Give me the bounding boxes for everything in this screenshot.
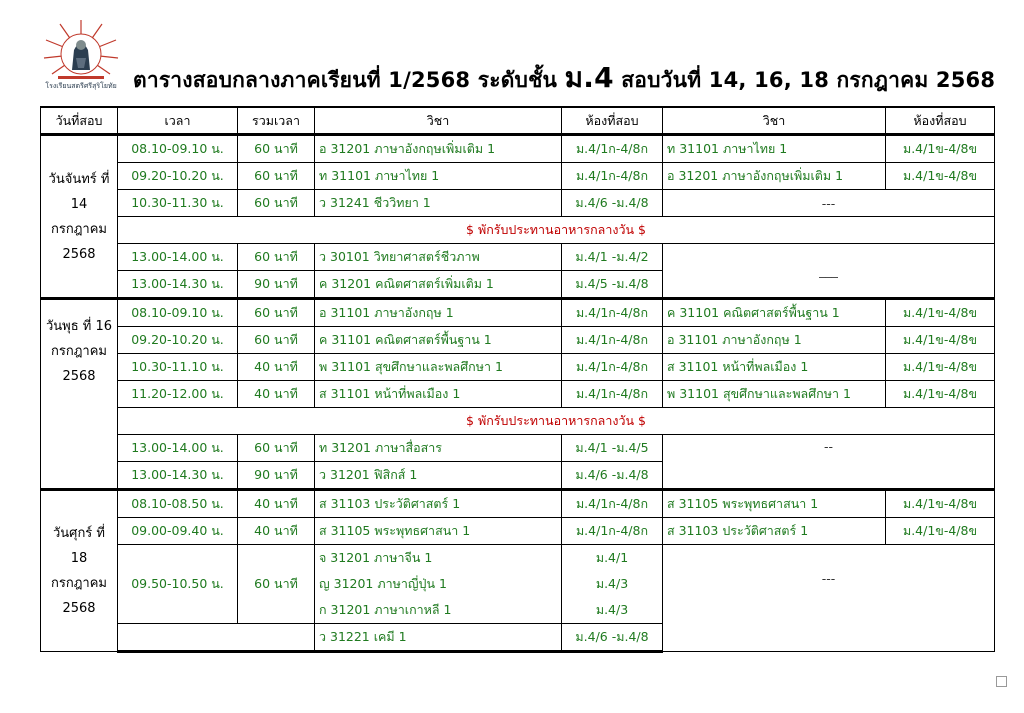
subject-cell: อ 31201 ภาษาอังกฤษเพิ่มเติม 1	[663, 163, 886, 190]
table-row	[41, 490, 995, 518]
room-cell: ม.4/1ข-4/8ข	[886, 490, 995, 518]
table-row	[41, 545, 995, 572]
subject-cell: อ 31101 ภาษาอังกฤษ 1	[315, 299, 562, 327]
blank-cell	[238, 624, 315, 652]
room-cell: ม.4/1ข-4/8ข	[886, 135, 995, 163]
lunch-break-row	[41, 408, 995, 435]
subject-cell: ส 31103 ประวัติศาสตร์ 1	[663, 518, 886, 545]
col-header-room-b: ห้องที่สอบ	[886, 107, 995, 135]
day-group-friday	[41, 490, 995, 652]
day-label: วันพุธ ที่ 16 กรกฎาคม 2568	[41, 299, 118, 490]
col-header-room-a: ห้องที่สอบ	[562, 107, 663, 135]
table-row	[41, 435, 995, 462]
room-cell: ม.4/5 -ม.4/8	[562, 271, 663, 299]
room-cell: ม.4/1ข-4/8ข	[886, 381, 995, 408]
table-row	[41, 190, 995, 217]
time-cell: 09.00-09.40 น.	[118, 518, 238, 545]
room-cell: ม.4/1ข-4/8ข	[886, 518, 995, 545]
subject-cell: ส 31101 หน้าที่พลเมือง 1	[663, 354, 886, 381]
room-cell: ม.4/1ก-4/8ก	[562, 518, 663, 545]
subject-cell: ส 31105 พระพุทธศาสนา 1	[663, 490, 886, 518]
time-cell: 13.00-14.30 น.	[118, 462, 238, 490]
time-cell: 13.00-14.00 น.	[118, 435, 238, 462]
table-header-row	[41, 107, 995, 135]
room-cell: ม.4/1ก-4/8ก	[562, 163, 663, 190]
room-cell: ม.4/1ข-4/8ข	[886, 299, 995, 327]
table-row	[41, 163, 995, 190]
subject-cell: ส 31101 หน้าที่พลเมือง 1	[315, 381, 562, 408]
duration-cell: 90 นาที	[238, 271, 315, 299]
time-cell: 09.20-10.20 น.	[118, 163, 238, 190]
table-row	[41, 354, 995, 381]
duration-cell: 40 นาที	[238, 381, 315, 408]
exam-schedule-table	[40, 106, 995, 653]
lunch-break-label: $ พักรับประทานอาหารกลางวัน $	[118, 217, 995, 244]
lunch-break-row	[41, 217, 995, 244]
room-cell: ม.4/6 -ม.4/8	[562, 190, 663, 217]
col-header-time: เวลา	[118, 107, 238, 135]
room-cell: ม.4/6 -ม.4/8	[562, 462, 663, 490]
col-header-duration: รวมเวลา	[238, 107, 315, 135]
subject-cell: ว 31241 ชีววิทยา 1	[315, 190, 562, 217]
room-cell: ม.4/1 -ม.4/2	[562, 244, 663, 271]
duration-cell: 40 นาที	[238, 518, 315, 545]
table-row	[41, 299, 995, 327]
lunch-break-label: $ พักรับประทานอาหารกลางวัน $	[118, 408, 995, 435]
header	[40, 12, 1000, 96]
svg-text:โรงเรียนสตรีศรีสุริโยทัย: โรงเรียนสตรีศรีสุริโยทัย	[45, 82, 117, 90]
time-cell: 09.50-10.50 น.	[118, 545, 238, 624]
room-cell: ม.4/1ก-4/8ก	[562, 490, 663, 518]
subject-cell: ค 31101 คณิตศาสตร์พื้นฐาน 1	[315, 327, 562, 354]
col-header-subject-a: วิชา	[315, 107, 562, 135]
duration-cell: 60 นาที	[238, 244, 315, 271]
time-cell: 10.30-11.10 น.	[118, 354, 238, 381]
subject-cell: ญ 31201 ภาษาญี่ปุ่น 1	[315, 571, 562, 597]
duration-cell: 40 นาที	[238, 490, 315, 518]
time-cell: 09.20-10.20 น.	[118, 327, 238, 354]
time-cell: 13.00-14.00 น.	[118, 244, 238, 271]
time-cell: 13.00-14.30 น.	[118, 271, 238, 299]
time-cell: 08.10-08.50 น.	[118, 490, 238, 518]
room-cell: ม.4/1ก-4/8ก	[562, 299, 663, 327]
empty-slot: ---	[663, 545, 995, 652]
table-row	[41, 518, 995, 545]
empty-slot: --	[663, 435, 995, 490]
subject-cell: อ 31201 ภาษาอังกฤษเพิ่มเติม 1	[315, 135, 562, 163]
empty-slot: ___	[663, 244, 995, 299]
duration-cell: 60 นาที	[238, 190, 315, 217]
school-logo-icon	[40, 18, 122, 90]
subject-cell: พ 31101 สุขศึกษาและพลศึกษา 1	[663, 381, 886, 408]
room-cell: ม.4/1 -ม.4/5	[562, 435, 663, 462]
time-cell: 08.10-09.10 น.	[118, 299, 238, 327]
blank-cell	[118, 624, 238, 652]
duration-cell: 90 นาที	[238, 462, 315, 490]
room-cell: ม.4/1ก-4/8ก	[562, 381, 663, 408]
duration-cell: 60 นาที	[238, 435, 315, 462]
room-cell: ม.4/1ก-4/8ก	[562, 135, 663, 163]
subject-cell: ก 31201 ภาษาเกาหลี 1	[315, 597, 562, 624]
time-cell: 11.20-12.00 น.	[118, 381, 238, 408]
day-label: วันจันทร์ ที่ 14 กรกฎาคม 2568	[41, 135, 118, 299]
table-row	[41, 135, 995, 163]
subject-cell: ว 30101 วิทยาศาสตร์ชีวภาพ	[315, 244, 562, 271]
table-row	[41, 244, 995, 271]
room-cell: ม.4/1ข-4/8ข	[886, 354, 995, 381]
subject-cell: ว 31221 เคมี 1	[315, 624, 562, 652]
subject-cell: พ 31101 สุขศึกษาและพลศึกษา 1	[315, 354, 562, 381]
duration-cell: 60 นาที	[238, 299, 315, 327]
day-label: วันศุกร์ ที่ 18 กรกฎาคม 2568	[41, 490, 118, 652]
time-cell: 08.10-09.10 น.	[118, 135, 238, 163]
day-group-wednesday	[41, 299, 995, 490]
subject-cell: ท 31201 ภาษาสื่อสาร	[315, 435, 562, 462]
col-header-subject-b: วิชา	[663, 107, 886, 135]
room-cell: ม.4/3	[562, 597, 663, 624]
subject-cell: จ 31201 ภาษาจีน 1	[315, 545, 562, 572]
page-corner-marker	[996, 676, 1007, 687]
subject-cell: ส 31105 พระพุทธศาสนา 1	[315, 518, 562, 545]
room-cell: ม.4/1ก-4/8ก	[562, 354, 663, 381]
subject-cell: ค 31101 คณิตศาสตร์พื้นฐาน 1	[663, 299, 886, 327]
subject-cell: ว 31201 ฟิสิกส์ 1	[315, 462, 562, 490]
table-row	[41, 381, 995, 408]
room-cell: ม.4/3	[562, 571, 663, 597]
room-cell: ม.4/1ก-4/8ก	[562, 327, 663, 354]
subject-cell: ค 31201 คณิตศาสตร์เพิ่มเติม 1	[315, 271, 562, 299]
duration-cell: 60 นาที	[238, 545, 315, 624]
duration-cell: 40 นาที	[238, 354, 315, 381]
time-cell: 10.30-11.30 น.	[118, 190, 238, 217]
room-cell: ม.4/1ข-4/8ข	[886, 163, 995, 190]
duration-cell: 60 นาที	[238, 163, 315, 190]
duration-cell: 60 นาที	[238, 327, 315, 354]
empty-slot: ---	[663, 190, 995, 217]
subject-cell: ท 31101 ภาษาไทย 1	[663, 135, 886, 163]
room-cell: ม.4/6 -ม.4/8	[562, 624, 663, 652]
subject-cell: ส 31103 ประวัติศาสตร์ 1	[315, 490, 562, 518]
col-header-date: วันที่สอบ	[41, 107, 118, 135]
day-group-monday	[41, 135, 995, 299]
page-title: ตารางสอบกลางภาคเรียนที่ 1/2568 ระดับชั้น ม.4 สอบวันที่ 14, 16, 18 กรกฎาคม 2568	[133, 61, 996, 94]
room-cell: ม.4/1ข-4/8ข	[886, 327, 995, 354]
subject-cell: อ 31101 ภาษาอังกฤษ 1	[663, 327, 886, 354]
table-row	[41, 327, 995, 354]
duration-cell: 60 นาที	[238, 135, 315, 163]
room-cell: ม.4/1	[562, 545, 663, 572]
subject-cell: ท 31101 ภาษาไทย 1	[315, 163, 562, 190]
